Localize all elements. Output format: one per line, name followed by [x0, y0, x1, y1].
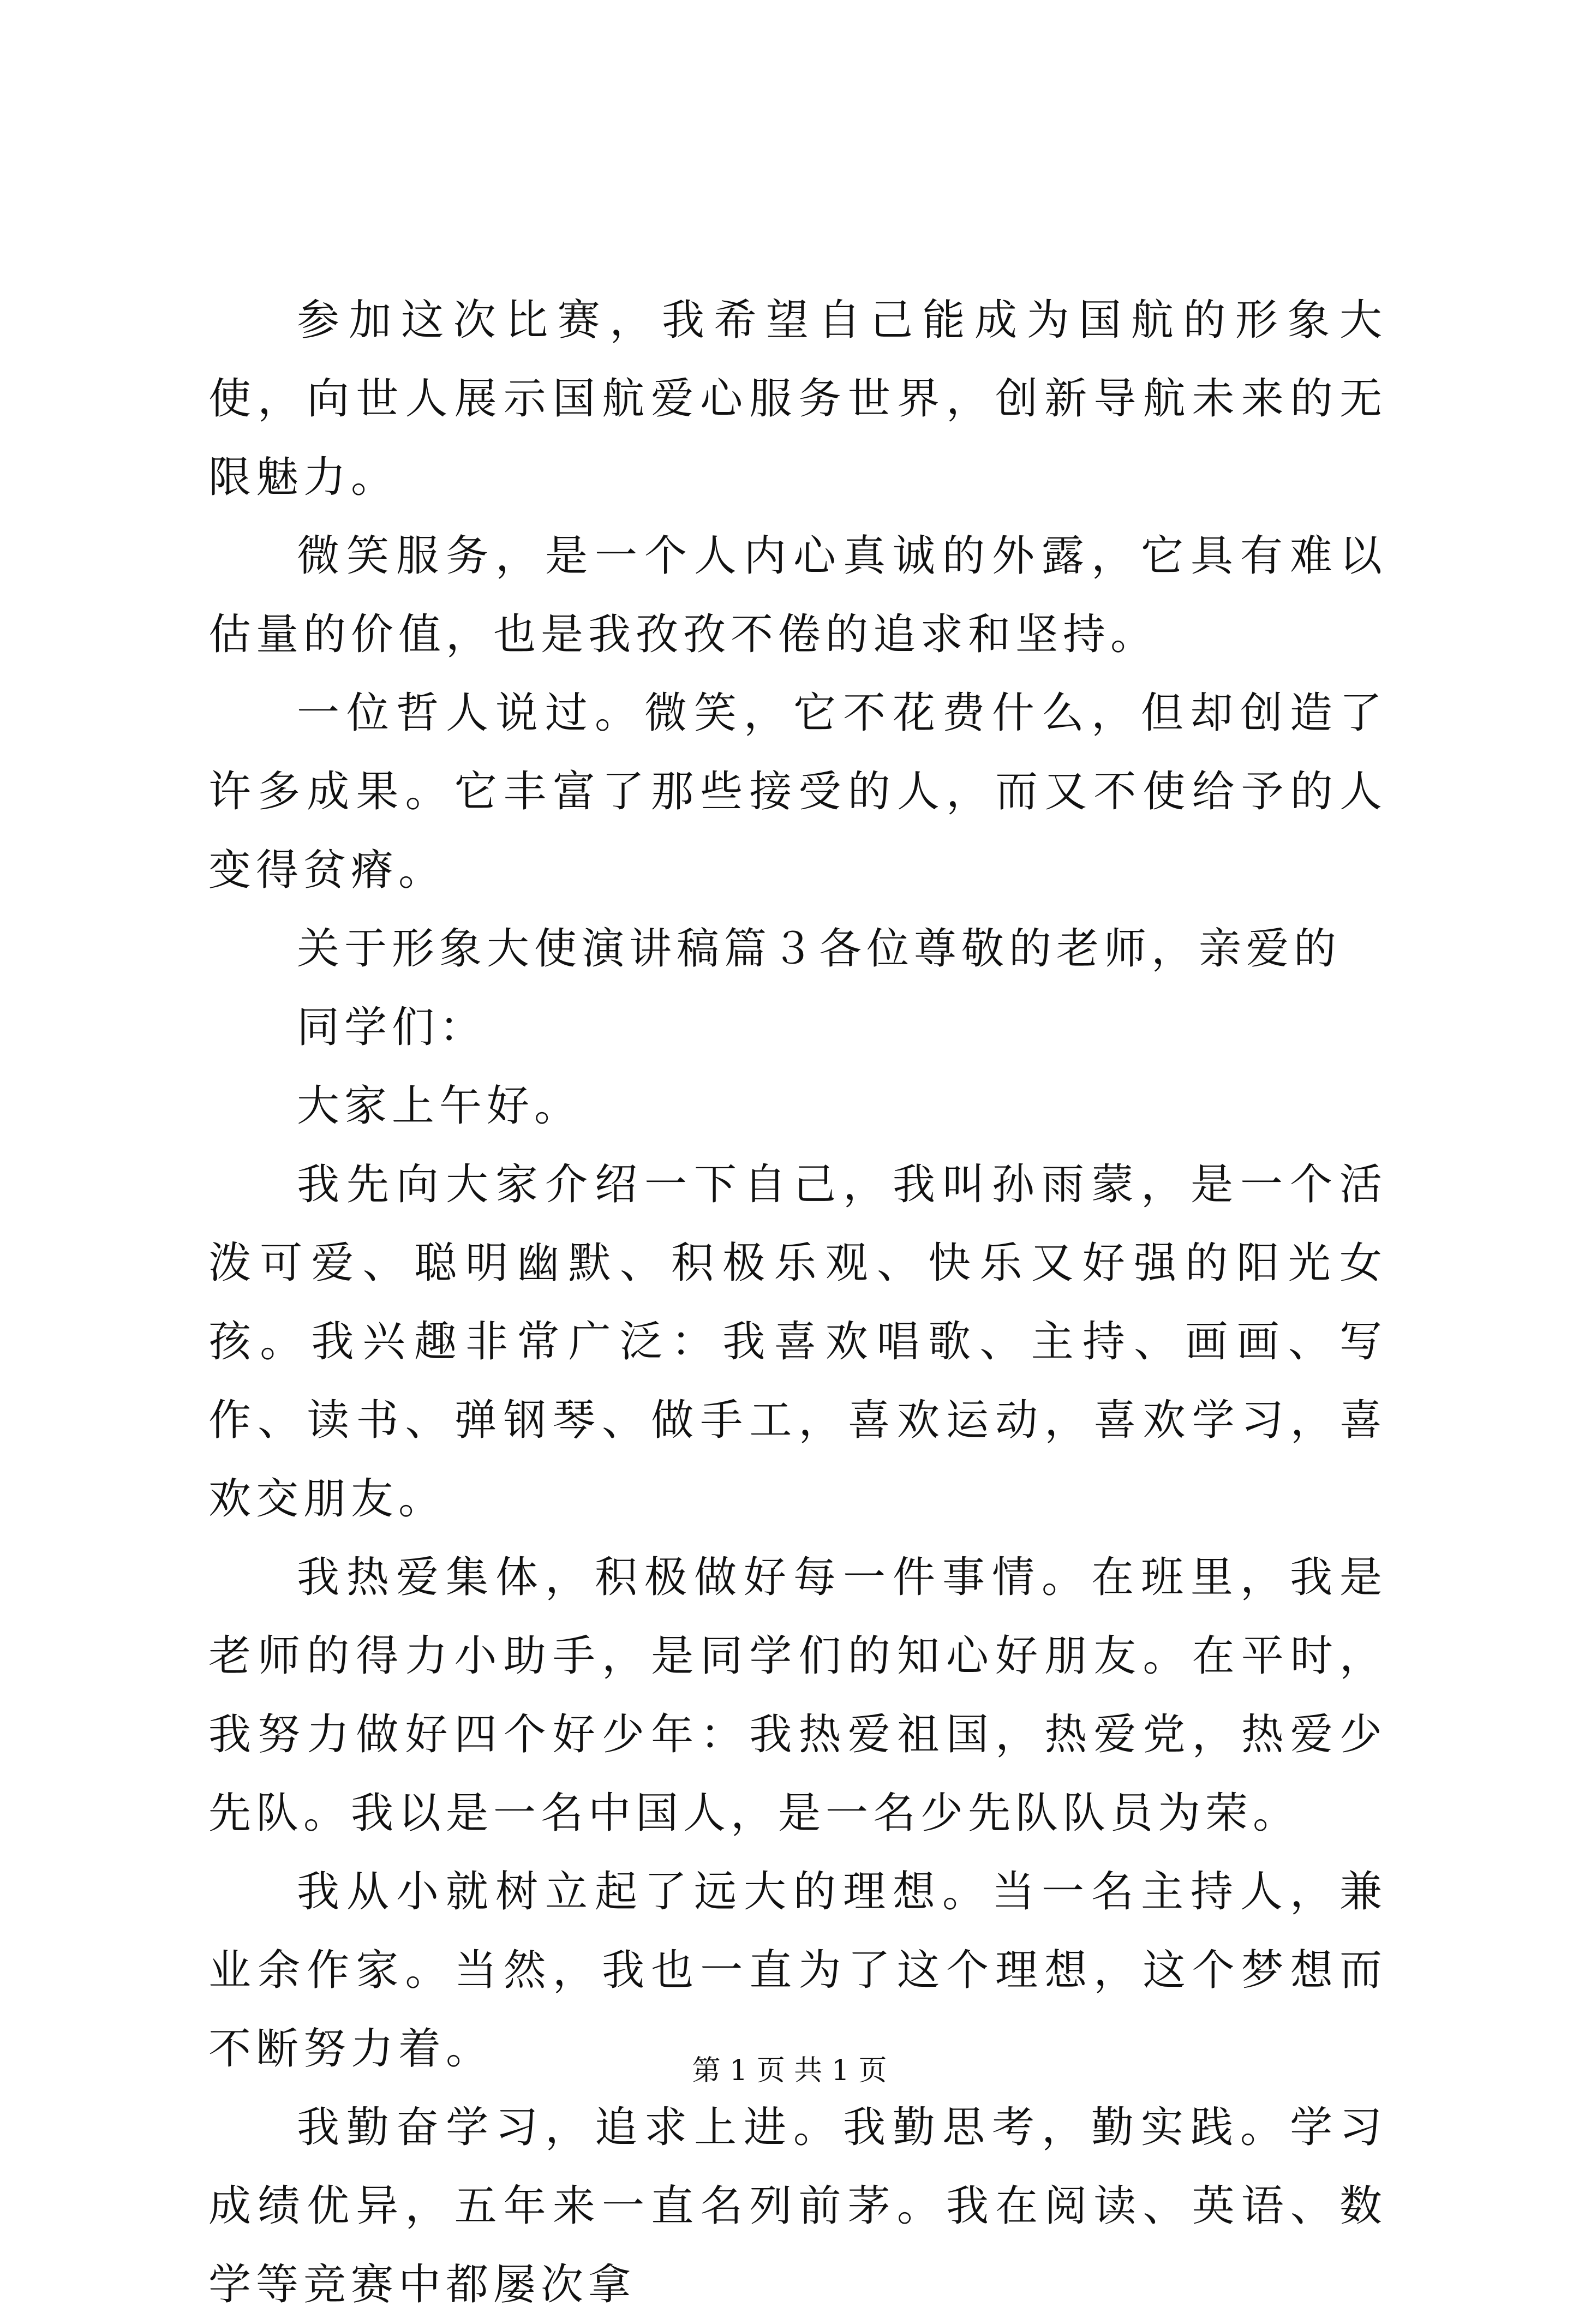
paragraph: 我勤奋学习，追求上进。我勤思考，勤实践。学习成绩优异，五年来一直名列前茅。我在阅读、英语、数学等竞赛中都屡次拿 [208, 2103, 1387, 2309]
paragraph: 我从小就树立起了远大的理想。当一名主持人，兼业余作家。当然，我也一直为了这个理想，这个梦想而不断努力着。 [208, 1867, 1387, 2074]
paragraph: 一位哲人说过。微笑，它不花费什么，但却创造了许多成果。它丰富了那些接受的人，而又不使给予的人变得贫瘠。 [208, 689, 1387, 895]
paragraph: 关于形象大使演讲稿篇３各位尊敬的老师，亲爱的 [297, 924, 1342, 973]
document-body [208, 281, 1387, 2324]
paragraph: 微笑服务，是一个人内心真诚的外露，它具有难以估量的价值，也是我孜孜不倦的追求和坚持。 [208, 531, 1387, 659]
paragraph: 参加这次比赛，我希望自己能成为国航的形象大使，向世人展示国航爱心服务世界，创新导航未来的无限魅力。 [208, 296, 1387, 502]
page-footer: 第 1 页 共 1 页 [692, 2054, 887, 2087]
paragraph: 同学们： [297, 1003, 487, 1052]
paragraph: 我热爱集体，积极做好每一件事情。在班里，我是老师的得力小助手，是同学们的知心好朋友。在平时，我努力做好四个好少年：我热爱祖国，热爱党，热爱少先队。我以是一名中国人，是一名少先队队员为荣。 [208, 1553, 1387, 1838]
paragraph: 大家上午好。 [297, 1082, 582, 1131]
paragraph: 我先向大家介绍一下自己，我叫孙雨蒙，是一个活泼可爱、聪明幽默、积极乐观、快乐又好强的阳光女孩。我兴趣非常广泛：我喜欢唱歌、主持、画画、写作、读书、弹钢琴、做手工，喜欢运动，喜欢学习，喜欢交朋友。 [208, 1160, 1387, 1524]
